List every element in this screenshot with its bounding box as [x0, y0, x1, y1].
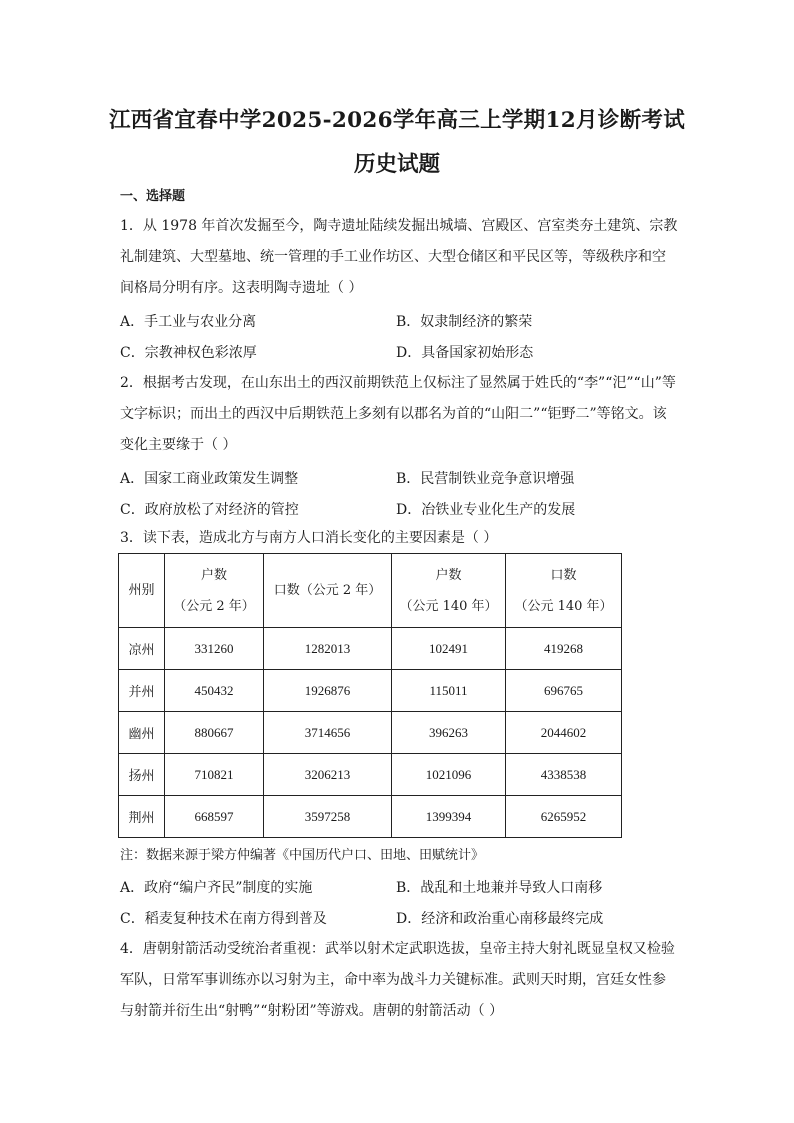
table-header-row [119, 554, 622, 628]
header-population-2ad: 口数（公元 2 年） [264, 554, 392, 628]
q1-option-a: A．手工业与农业分离 [120, 314, 257, 330]
table-cell: 419268 [506, 628, 622, 670]
q2-option-b: B．民营制铁业竞争意识增强 [396, 471, 575, 487]
table-cell: 6265952 [506, 796, 622, 838]
table-cell: 1926876 [264, 670, 392, 712]
table-cell: 并州 [119, 670, 165, 712]
q1-stem-line-2: 礼制建筑、大型墓地、统一管理的手工业作坊区、大型仓储区和平民区等，等级秩序和空 [120, 249, 666, 265]
table-cell: 1399394 [392, 796, 506, 838]
q4-stem-line-3: 与射箭并衍生出“射鸭”“射粉团”等游戏。唐朝的射箭活动（ ） [120, 1003, 504, 1019]
q1-option-d: D．具备国家初始形态 [396, 345, 534, 361]
q2-option-c: C．政府放松了对经济的管控 [120, 502, 299, 518]
header-households-140ad: 户数 （公元 140 年） [392, 554, 506, 628]
table-cell: 2044602 [506, 712, 622, 754]
table-cell: 幽州 [119, 712, 165, 754]
table-row [119, 712, 622, 754]
table-cell: 4338538 [506, 754, 622, 796]
table-source-note: 注：数据来源于梁方仲编著《中国历代户口、田地、田赋统计》 [120, 848, 485, 863]
table-cell: 880667 [165, 712, 264, 754]
q2-stem-line-3: 变化主要缘于（ ） [120, 437, 237, 453]
table-cell: 696765 [506, 670, 622, 712]
q1-stem-line-1: 1．从 1978 年首次发掘至今，陶寺遗址陆续发掘出城墙、宫殿区、宫室类夯土建筑、宗教 [120, 218, 678, 234]
q1-option-b: B．奴隶制经济的繁荣 [396, 314, 533, 330]
q4-stem-line-1: 4．唐朝射箭活动受统治者重视：武举以射术定武职选拔，皇帝主持大射礼既显皇权又检验 [120, 941, 675, 957]
table-cell: 668597 [165, 796, 264, 838]
q2-stem-line-2: 文字标识；而出土的西汉中后期铁范上多刻有以郡名为首的“山阳二”“钜野二”等铭文。该 [120, 406, 667, 422]
table-cell: 450432 [165, 670, 264, 712]
table-cell: 3714656 [264, 712, 392, 754]
table-row [119, 670, 622, 712]
table-cell: 115011 [392, 670, 506, 712]
section-heading: 一、选择题 [120, 189, 186, 204]
table-cell: 396263 [392, 712, 506, 754]
table-row [119, 754, 622, 796]
table-cell: 1021096 [392, 754, 506, 796]
q2-option-d: D．冶铁业专业化生产的发展 [396, 502, 576, 518]
q2-stem-line-1: 2．根据考古发现，在山东出土的西汉前期铁范上仅标注了显然属于姓氏的“李”“汜”“山”等 [120, 375, 676, 391]
q3-option-b: B．战乱和土地兼并导致人口南移 [396, 880, 603, 896]
q2-option-a: A．国家工商业政策发生调整 [120, 471, 299, 487]
table-cell: 荆州 [119, 796, 165, 838]
header-population-140ad: 口数 （公元 140 年） [506, 554, 622, 628]
exam-subtitle: 历史试题 [353, 152, 440, 177]
q1-option-c: C．宗教神权色彩浓厚 [120, 345, 257, 361]
table-cell: 3597258 [264, 796, 392, 838]
q3-option-a: A．政府“编户齐民”制度的实施 [120, 880, 313, 896]
q1-stem-line-3: 间格局分明有序。这表明陶寺遗址（ ） [120, 280, 363, 296]
population-table [118, 553, 622, 838]
table-cell: 710821 [165, 754, 264, 796]
q4-stem-line-2: 军队，日常军事训练亦以习射为主，命中率为战斗力关键标准。武则天时期，宫廷女性参 [120, 972, 666, 988]
exam-title: 江西省宜春中学2025-2026学年高三上学期12月诊断考试 [108, 108, 686, 133]
header-prefecture: 州别 [119, 554, 165, 628]
q3-option-d: D．经济和政治重心南移最终完成 [396, 911, 604, 927]
q3-option-c: C．稻麦复种技术在南方得到普及 [120, 911, 327, 927]
table-cell: 3206213 [264, 754, 392, 796]
table-cell: 331260 [165, 628, 264, 670]
table-row [119, 628, 622, 670]
table-row [119, 796, 622, 838]
table-cell: 102491 [392, 628, 506, 670]
q3-stem: 3．读下表，造成北方与南方人口消长变化的主要因素是（ ） [120, 530, 498, 546]
table-cell: 1282013 [264, 628, 392, 670]
table-cell: 凉州 [119, 628, 165, 670]
table-cell: 扬州 [119, 754, 165, 796]
header-households-2ad: 户数 （公元 2 年） [165, 554, 264, 628]
